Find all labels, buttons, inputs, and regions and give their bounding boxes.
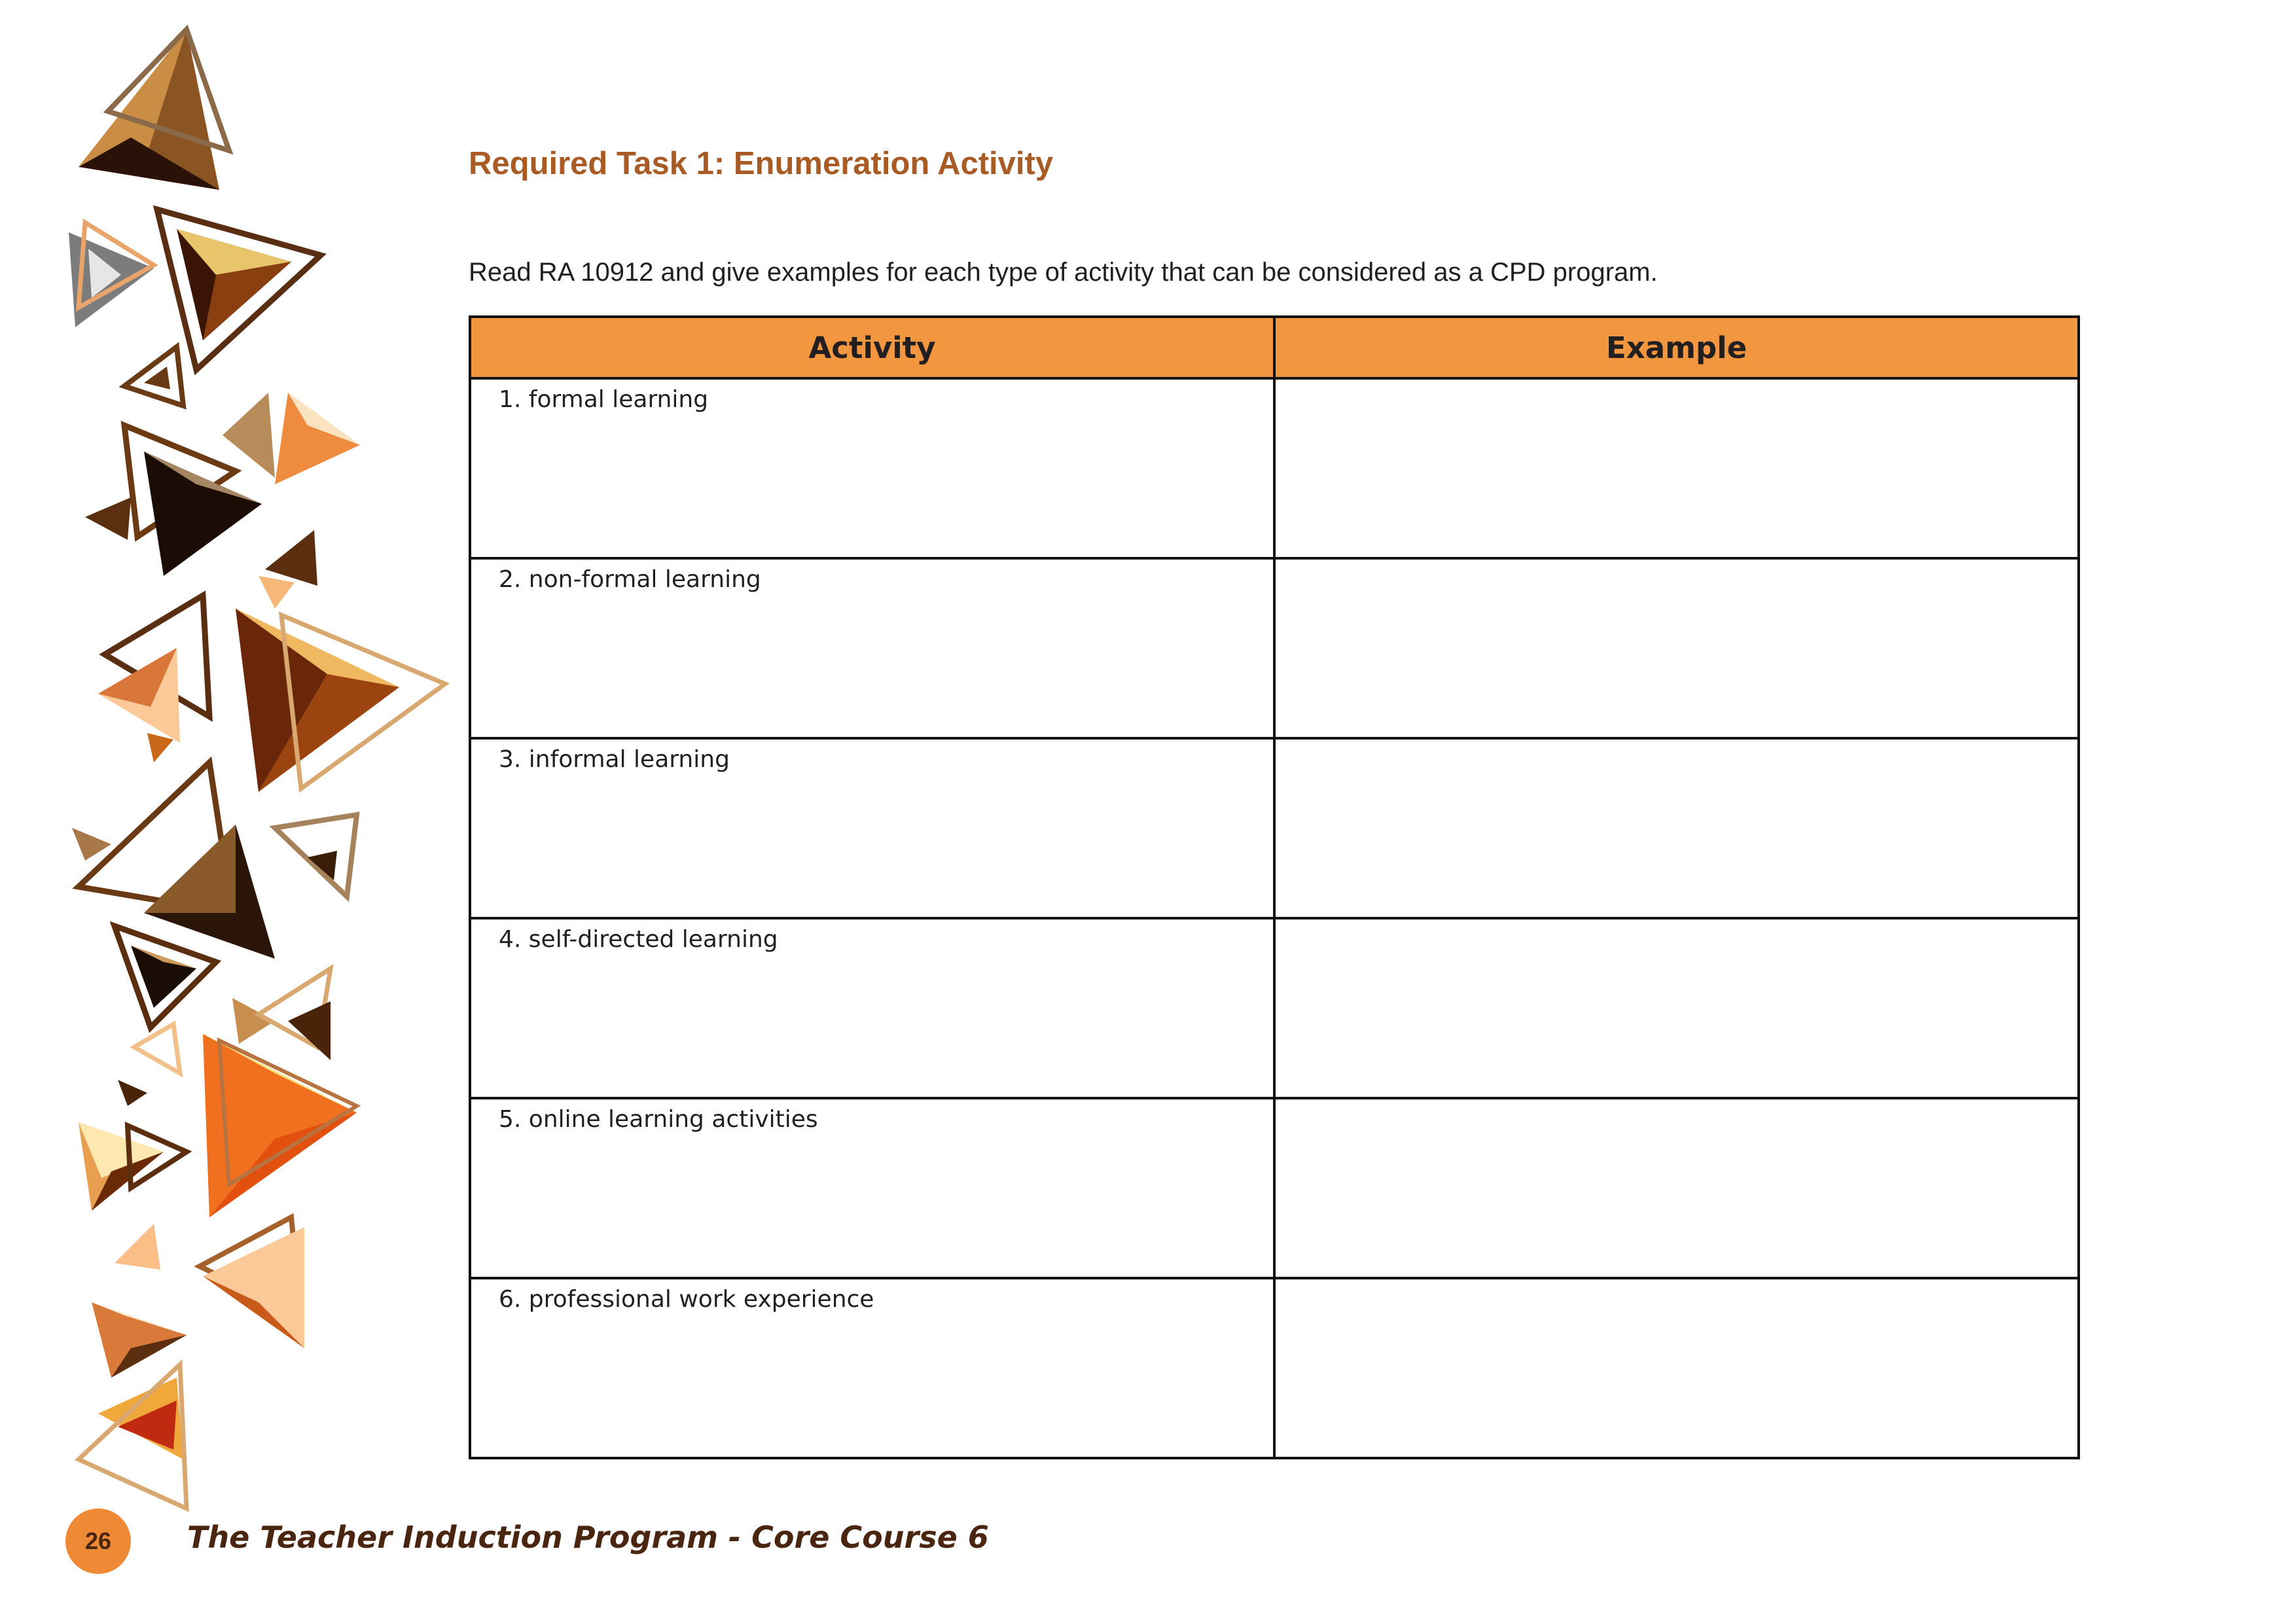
header-example: Example [1274, 317, 2079, 378]
activity-label: 2. non-formal learning [499, 566, 761, 593]
task-heading: Required Task 1: Enumeration Activity [469, 146, 1054, 181]
footer-course-title: The Teacher Induction Program - Core Course 6 [187, 1520, 989, 1555]
header-activity: Activity [470, 317, 1274, 378]
example-answer [1276, 1279, 2077, 1286]
page-number-badge: 26 [65, 1508, 131, 1574]
activity-cell [470, 558, 1274, 738]
activity-cell [470, 918, 1274, 1098]
activity-cell [470, 738, 1274, 918]
table-row [470, 558, 2079, 738]
example-answer [1276, 919, 2077, 926]
example-cell[interactable] [1274, 1278, 2079, 1458]
activity-label: 5. online learning activities [499, 1106, 818, 1133]
example-answer [1276, 1099, 2077, 1106]
example-answer [1276, 740, 2077, 746]
example-cell[interactable] [1274, 738, 2079, 918]
example-cell[interactable] [1274, 918, 2079, 1098]
table-header-row [470, 317, 2079, 378]
table-row [470, 378, 2079, 558]
activity-label: 3. informal learning [499, 746, 730, 773]
example-answer [1276, 560, 2077, 566]
task-instruction: Read RA 10912 and give examples for each type of activity that can be considered as a CPD program. [469, 258, 1658, 287]
example-cell[interactable] [1274, 558, 2079, 738]
activity-cell [470, 1278, 1274, 1458]
example-cell[interactable] [1274, 1098, 2079, 1278]
decorative-triangles-illustration [0, 0, 471, 1525]
table-row [470, 918, 2079, 1098]
table-row [470, 1278, 2079, 1458]
activity-label: 4. self-directed learning [499, 926, 778, 953]
activity-label: 1. formal learning [499, 386, 709, 413]
enumeration-table [469, 315, 2080, 1459]
activity-label: 6. professional work experience [499, 1286, 874, 1313]
activity-cell [470, 378, 1274, 558]
table-row [470, 738, 2079, 918]
example-answer [1276, 380, 2077, 386]
example-cell[interactable] [1274, 378, 2079, 558]
table-row [470, 1098, 2079, 1278]
activity-cell [470, 1098, 1274, 1278]
